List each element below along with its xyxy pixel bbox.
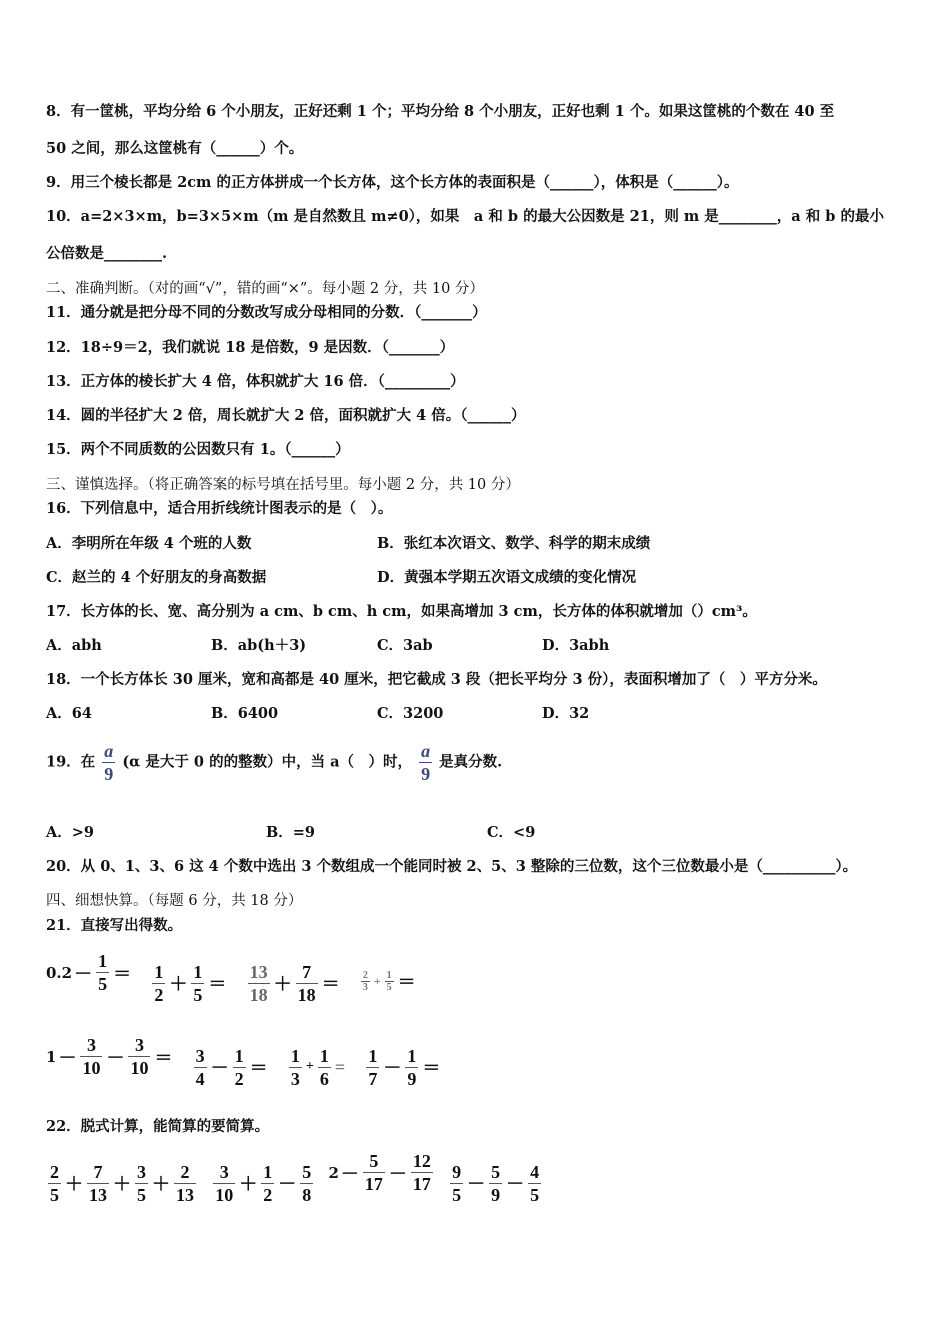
integer: 0.2 [46, 963, 73, 982]
operator: － [210, 1058, 229, 1078]
denominator: 5 [452, 1184, 462, 1205]
operator: ＋ [113, 1174, 131, 1194]
denominator: 10 [130, 1058, 149, 1078]
fraction [48, 1161, 61, 1206]
q21-r2-expr-4 [364, 1045, 442, 1090]
q21-row-2 [46, 1034, 454, 1090]
fraction [296, 961, 318, 1006]
denominator: 10 [82, 1058, 101, 1078]
numerator: 2 [50, 1161, 59, 1182]
q18-stem: 18．一个长方体长 30 厘米，宽和高都是 40 厘米，把它截成 3 段（把长平均分 3 份），表面积增加了（ ）平方分米。 [46, 671, 827, 688]
q9: 9．用三个棱长都是 2cm 的正方体拼成一个长方体，这个长方体的表面积是（______），体积是（______）。 [46, 174, 739, 191]
denominator: 17 [364, 1174, 383, 1194]
operator: ＋ [152, 1174, 170, 1194]
operator: ＋ [273, 974, 292, 994]
q21-r1-expr-2 [150, 961, 228, 1006]
fraction [96, 950, 109, 995]
q22-expr-1 [46, 1161, 198, 1206]
numerator: 1 [234, 1045, 244, 1066]
q15: 15．两个不同质数的公因数只有 1。（______） [46, 441, 350, 458]
equals: ＝ [113, 963, 132, 984]
equals: = [334, 1056, 346, 1077]
equals: ＝ [397, 972, 416, 992]
numerator: 12 [412, 1151, 431, 1171]
integer: 1 [46, 1047, 57, 1066]
numerator: 1 [98, 951, 108, 971]
denominator: 5 [193, 984, 203, 1005]
fraction [174, 1161, 196, 1206]
q21-stem: 21．直接写出得数。 [46, 917, 183, 934]
q17-option-c: C．3ab [377, 637, 433, 654]
q19-frac-num: a [104, 741, 114, 761]
equals: ＝ [249, 1058, 268, 1078]
q10-line2: 公倍数是________. [46, 245, 168, 262]
numerator: 7 [302, 961, 312, 982]
fraction [248, 961, 270, 1006]
fraction [289, 1045, 302, 1090]
q17-stem: 17．长方体的长、宽、高分别为 a cm、b cm、h cm，如果高增加 3 cm，长方体的体积就增加（）cm³。 [46, 603, 757, 620]
operator: － [506, 1174, 525, 1194]
q19-option-b: B．=9 [266, 824, 315, 841]
numerator: 1 [386, 969, 392, 981]
denominator: 2 [234, 1068, 244, 1089]
denominator: 5 [98, 974, 108, 994]
fraction [233, 1045, 246, 1090]
q21-r1-expr-4 [359, 968, 418, 994]
fraction [152, 961, 165, 1006]
denominator: 7 [368, 1068, 378, 1089]
fraction [361, 970, 370, 993]
operator: － [388, 1163, 407, 1184]
denominator: 9 [407, 1068, 417, 1089]
numerator: 2 [362, 969, 368, 981]
q21-row-1 [46, 950, 430, 1006]
fraction [363, 1150, 385, 1195]
fraction [528, 1161, 541, 1206]
q17-option-b: B．ab(h＋3) [211, 637, 307, 654]
q18-option-b: B．6400 [211, 705, 279, 722]
operator: － [278, 1174, 297, 1194]
numerator: 1 [407, 1045, 417, 1066]
q10-line1: 10．a=2×3×m，b=3×5×m（m 是自然数且 m≠0），如果 a 和 b 的最大公因数是 21，则 m 是________，a 和 b 的最小 [46, 208, 884, 225]
fraction [87, 1161, 109, 1206]
q19-option-a: A．>9 [46, 824, 94, 841]
operator: － [74, 963, 93, 984]
equals: ＝ [422, 1058, 441, 1078]
q21-r1-expr-1 [46, 950, 133, 995]
fraction [366, 1045, 379, 1090]
q8-line1: 8．有一筐桃，平均分给 6 个小朋友，正好还剩 1 个；平均分给 8 个小朋友，正好也剩 1 个。如果这筐桃的个数在 40 至 [46, 103, 835, 120]
numerator: 1 [290, 1045, 300, 1066]
numerator: 5 [491, 1161, 501, 1182]
denominator: 18 [297, 984, 316, 1005]
q19-fraction-2 [419, 740, 432, 785]
q21-r2-expr-1 [46, 1034, 174, 1079]
fraction [191, 961, 204, 1006]
numerator: 3 [86, 1035, 96, 1055]
q8-line2: 50 之间，那么这筐桃有（______）个。 [46, 140, 304, 157]
q21-r2-expr-3 [287, 1045, 347, 1090]
numerator: 7 [93, 1161, 103, 1182]
fraction [194, 1045, 207, 1090]
q14: 14．圆的半径扩大 2 倍，周长就扩大 2 倍，面积就扩大 4 倍。（______） [46, 407, 526, 424]
q18-option-a: A．64 [46, 705, 92, 722]
denominator: 3 [362, 981, 368, 993]
fraction [405, 1045, 418, 1090]
fraction [489, 1161, 502, 1206]
q19-frac-num-2: a [421, 741, 431, 761]
section-2-title: 二、准确判断。（对的画“√”，错的画“×”。每小题 2 分，共 10 分） [46, 281, 484, 297]
denominator: 8 [302, 1184, 312, 1205]
denominator: 4 [195, 1068, 205, 1089]
denominator: 5 [386, 981, 392, 993]
operator: － [58, 1047, 77, 1068]
q17-option-d: D．3abh [542, 637, 610, 654]
denominator: 13 [89, 1184, 107, 1205]
q22-expr-2 [211, 1161, 315, 1206]
numerator: 3 [134, 1035, 144, 1055]
operator: + [305, 1059, 314, 1074]
numerator: 1 [368, 1045, 378, 1066]
q19-suffix: 是真分数. [439, 753, 503, 771]
operator: ＋ [65, 1174, 83, 1194]
numerator: 13 [249, 961, 268, 982]
numerator: 1 [319, 1045, 329, 1066]
fraction [411, 1150, 433, 1195]
q20: 20．从 0、1、3、6 这 4 个数中选出 3 个数组成一个能同时被 2、5、3 整除的三位数，这个三位数最小是（__________）。 [46, 858, 858, 875]
denominator: 2 [154, 984, 164, 1005]
denominator: 5 [530, 1184, 540, 1205]
numerator: 3 [195, 1045, 205, 1066]
q16-option-d: D．黄强本学期五次语文成绩的变化情况 [377, 569, 637, 586]
q19-mid: (α 是大于 0 的的整数）中，当 a（ ）时， [122, 753, 413, 771]
denominator: 2 [263, 1184, 273, 1205]
numerator: 9 [452, 1161, 462, 1182]
denominator: 17 [412, 1174, 431, 1194]
fraction [80, 1034, 102, 1079]
operator: － [467, 1174, 486, 1194]
numerator: 4 [530, 1161, 540, 1182]
numerator: 3 [219, 1161, 229, 1182]
fraction [261, 1161, 274, 1206]
numerator: 1 [193, 961, 203, 982]
q17-option-a: A．abh [46, 637, 102, 654]
q13: 13．正方体的棱长扩大 4 倍，体积就扩大 16 倍．（_________） [46, 373, 465, 390]
section-3-title: 三、谨慎选择。（将正确答案的标号填在括号里。每小题 2 分，共 10 分） [46, 477, 520, 493]
numerator: 2 [180, 1161, 190, 1182]
q19-prefix: 19．在 [46, 753, 96, 771]
denominator: 5 [50, 1184, 59, 1205]
q16-option-c: C．赵兰的 4 个好朋友的身高数据 [46, 569, 267, 586]
q22-expr-4 [448, 1161, 543, 1206]
operator: ＋ [169, 974, 188, 994]
q16-option-b: B．张红本次语文、数学、科学的期末成绩 [377, 535, 651, 552]
q22-expr-3 [328, 1150, 434, 1195]
q22-stem: 22．脱式计算，能简算的要简算。 [46, 1118, 270, 1135]
denominator: 9 [491, 1184, 501, 1205]
fraction [213, 1161, 235, 1206]
q21-r2-expr-2 [192, 1045, 270, 1090]
operator: ＋ [239, 1174, 258, 1194]
integer: 2 [328, 1163, 339, 1182]
denominator: 18 [249, 984, 268, 1005]
q22-row [46, 1150, 555, 1206]
denominator: 10 [215, 1184, 234, 1205]
numerator: 1 [154, 961, 164, 982]
q21-r1-expr-3 [246, 961, 342, 1006]
q16-stem: 16．下列信息中，适合用折线统计图表示的是（ ）。 [46, 500, 393, 517]
q18-option-d: D．32 [542, 705, 590, 722]
operator: + [373, 973, 381, 988]
denominator: 13 [176, 1184, 194, 1205]
fraction [318, 1045, 331, 1090]
fraction [128, 1034, 150, 1079]
q12: 12．18÷9＝2，我们就说 18 是倍数，9 是因数．（_______） [46, 339, 455, 356]
equals: ＝ [208, 974, 227, 994]
q19-stem [46, 740, 502, 785]
numerator: 5 [302, 1161, 312, 1182]
q16-option-a: A．李明所在年级 4 个班的人数 [46, 535, 252, 552]
numerator: 3 [137, 1161, 146, 1182]
operator: － [106, 1047, 125, 1068]
fraction [385, 970, 394, 993]
equals: ＝ [321, 974, 340, 994]
fraction [450, 1161, 463, 1206]
q18-option-c: C．3200 [377, 705, 444, 722]
operator: － [340, 1163, 359, 1184]
denominator: 6 [319, 1068, 329, 1089]
fraction [300, 1161, 313, 1206]
numerator: 1 [263, 1161, 273, 1182]
fraction [135, 1161, 148, 1206]
q11: 11．通分就是把分母不同的分数改写成分母相同的分数．（_______） [46, 304, 487, 321]
q19-frac-den-2: 9 [421, 764, 431, 784]
q19-frac-den: 9 [104, 764, 114, 784]
equals: ＝ [154, 1047, 173, 1068]
operator: － [383, 1058, 402, 1078]
q19-option-c: C．<9 [487, 824, 536, 841]
denominator: 3 [290, 1068, 300, 1089]
section-4-title: 四、细想快算。（每题 6 分，共 18 分） [46, 893, 303, 909]
q19-fraction-1 [102, 740, 115, 785]
denominator: 5 [137, 1184, 146, 1205]
numerator: 5 [369, 1151, 379, 1171]
